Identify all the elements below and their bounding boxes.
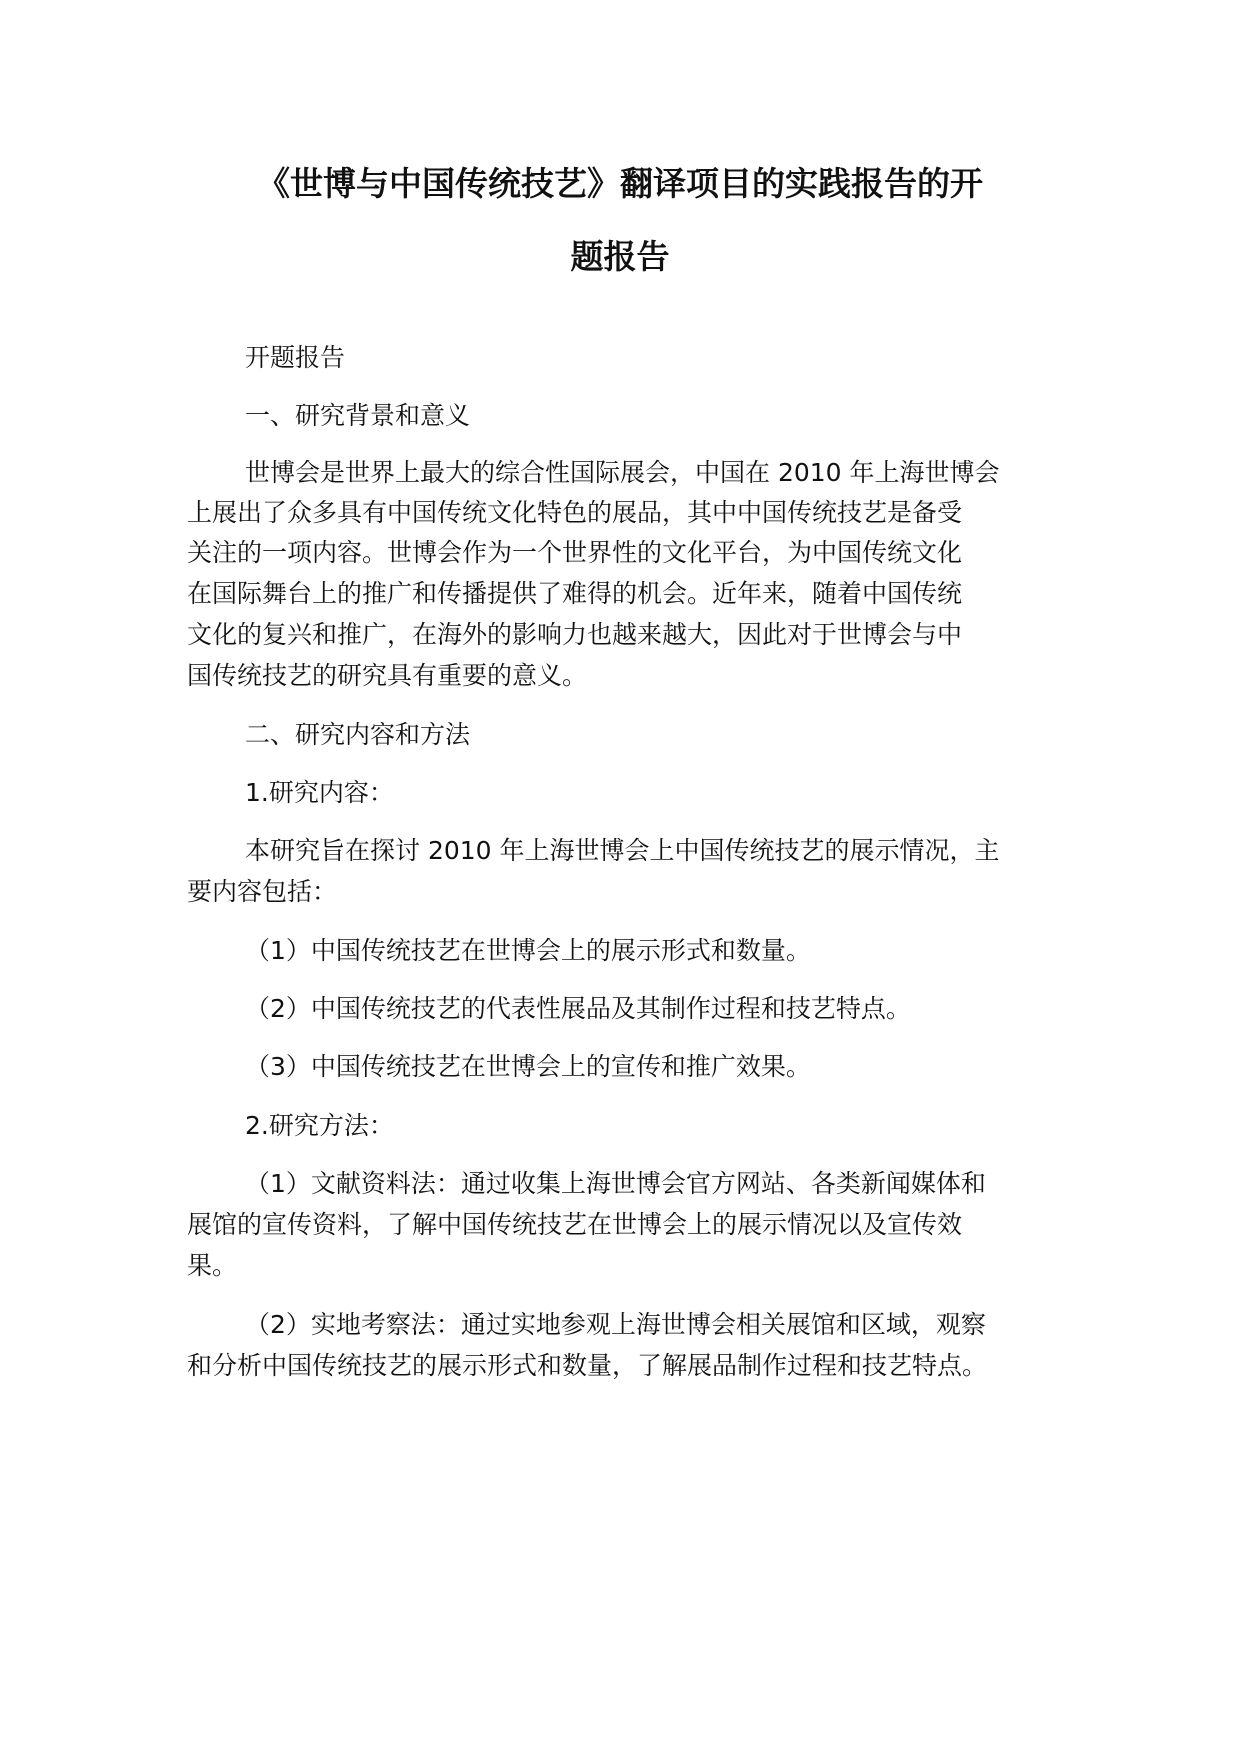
paragraph-background-line-1: 世博会是世界上最大的综合性国际展会，中国在 2010 年上海世博会: [245, 458, 1000, 487]
paragraph-background-line-4: 在国际舞台上的推广和传播提供了难得的机会。近年来，随着中国传统: [187, 579, 963, 608]
paragraph-background-line-2: 上展出了众多具有中国传统文化特色的展品，其中中国传统技艺是备受: [187, 498, 963, 527]
method-2-line-1: （2）实地考察法：通过实地参观上海世博会相关展馆和区域，观察: [245, 1310, 986, 1339]
method-1-line-2: 展馆的宣传资料，了解中国传统技艺在世博会上的展示情况以及宣传效: [187, 1210, 963, 1239]
method-1-line-1: （1）文献资料法：通过收集上海世博会官方网站、各类新闻媒体和: [245, 1169, 986, 1198]
document-title-line-1: 《世博与中国传统技艺》翻译项目的实践报告的开: [257, 164, 983, 203]
section-heading-2: 二、研究内容和方法: [245, 720, 471, 749]
subheading-research-content: 1.研究内容：: [245, 778, 394, 807]
section-heading-1: 一、研究背景和意义: [245, 401, 471, 430]
list-item-content-1: （1）中国传统技艺在世博会上的展示形式和数量。: [245, 936, 811, 965]
method-1-line-3: 果。: [187, 1251, 238, 1280]
paragraph-background-line-6: 国传统技艺的研究具有重要的意义。: [187, 661, 588, 690]
document-title-line-2: 题报告: [570, 237, 670, 276]
paragraph-content-line-2: 要内容包括：: [187, 877, 338, 906]
method-2-line-2: 和分析中国传统技艺的展示形式和数量，了解展品制作过程和技艺特点。: [187, 1351, 988, 1380]
paragraph-background-line-5: 文化的复兴和推广，在海外的影响力也越来越大，因此对于世博会与中: [187, 620, 963, 649]
list-item-content-2: （2）中国传统技艺的代表性展品及其制作过程和技艺特点。: [245, 994, 911, 1023]
subheading-research-method: 2.研究方法：: [245, 1111, 394, 1140]
list-item-content-3: （3）中国传统技艺在世博会上的宣传和推广效果。: [245, 1052, 811, 1081]
heading-opening-report: 开题报告: [245, 343, 346, 372]
paragraph-content-line-1: 本研究旨在探讨 2010 年上海世博会上中国传统技艺的展示情况，主: [245, 836, 1000, 865]
paragraph-background-line-3: 关注的一项内容。世博会作为一个世界性的文化平台，为中国传统文化: [187, 538, 963, 567]
